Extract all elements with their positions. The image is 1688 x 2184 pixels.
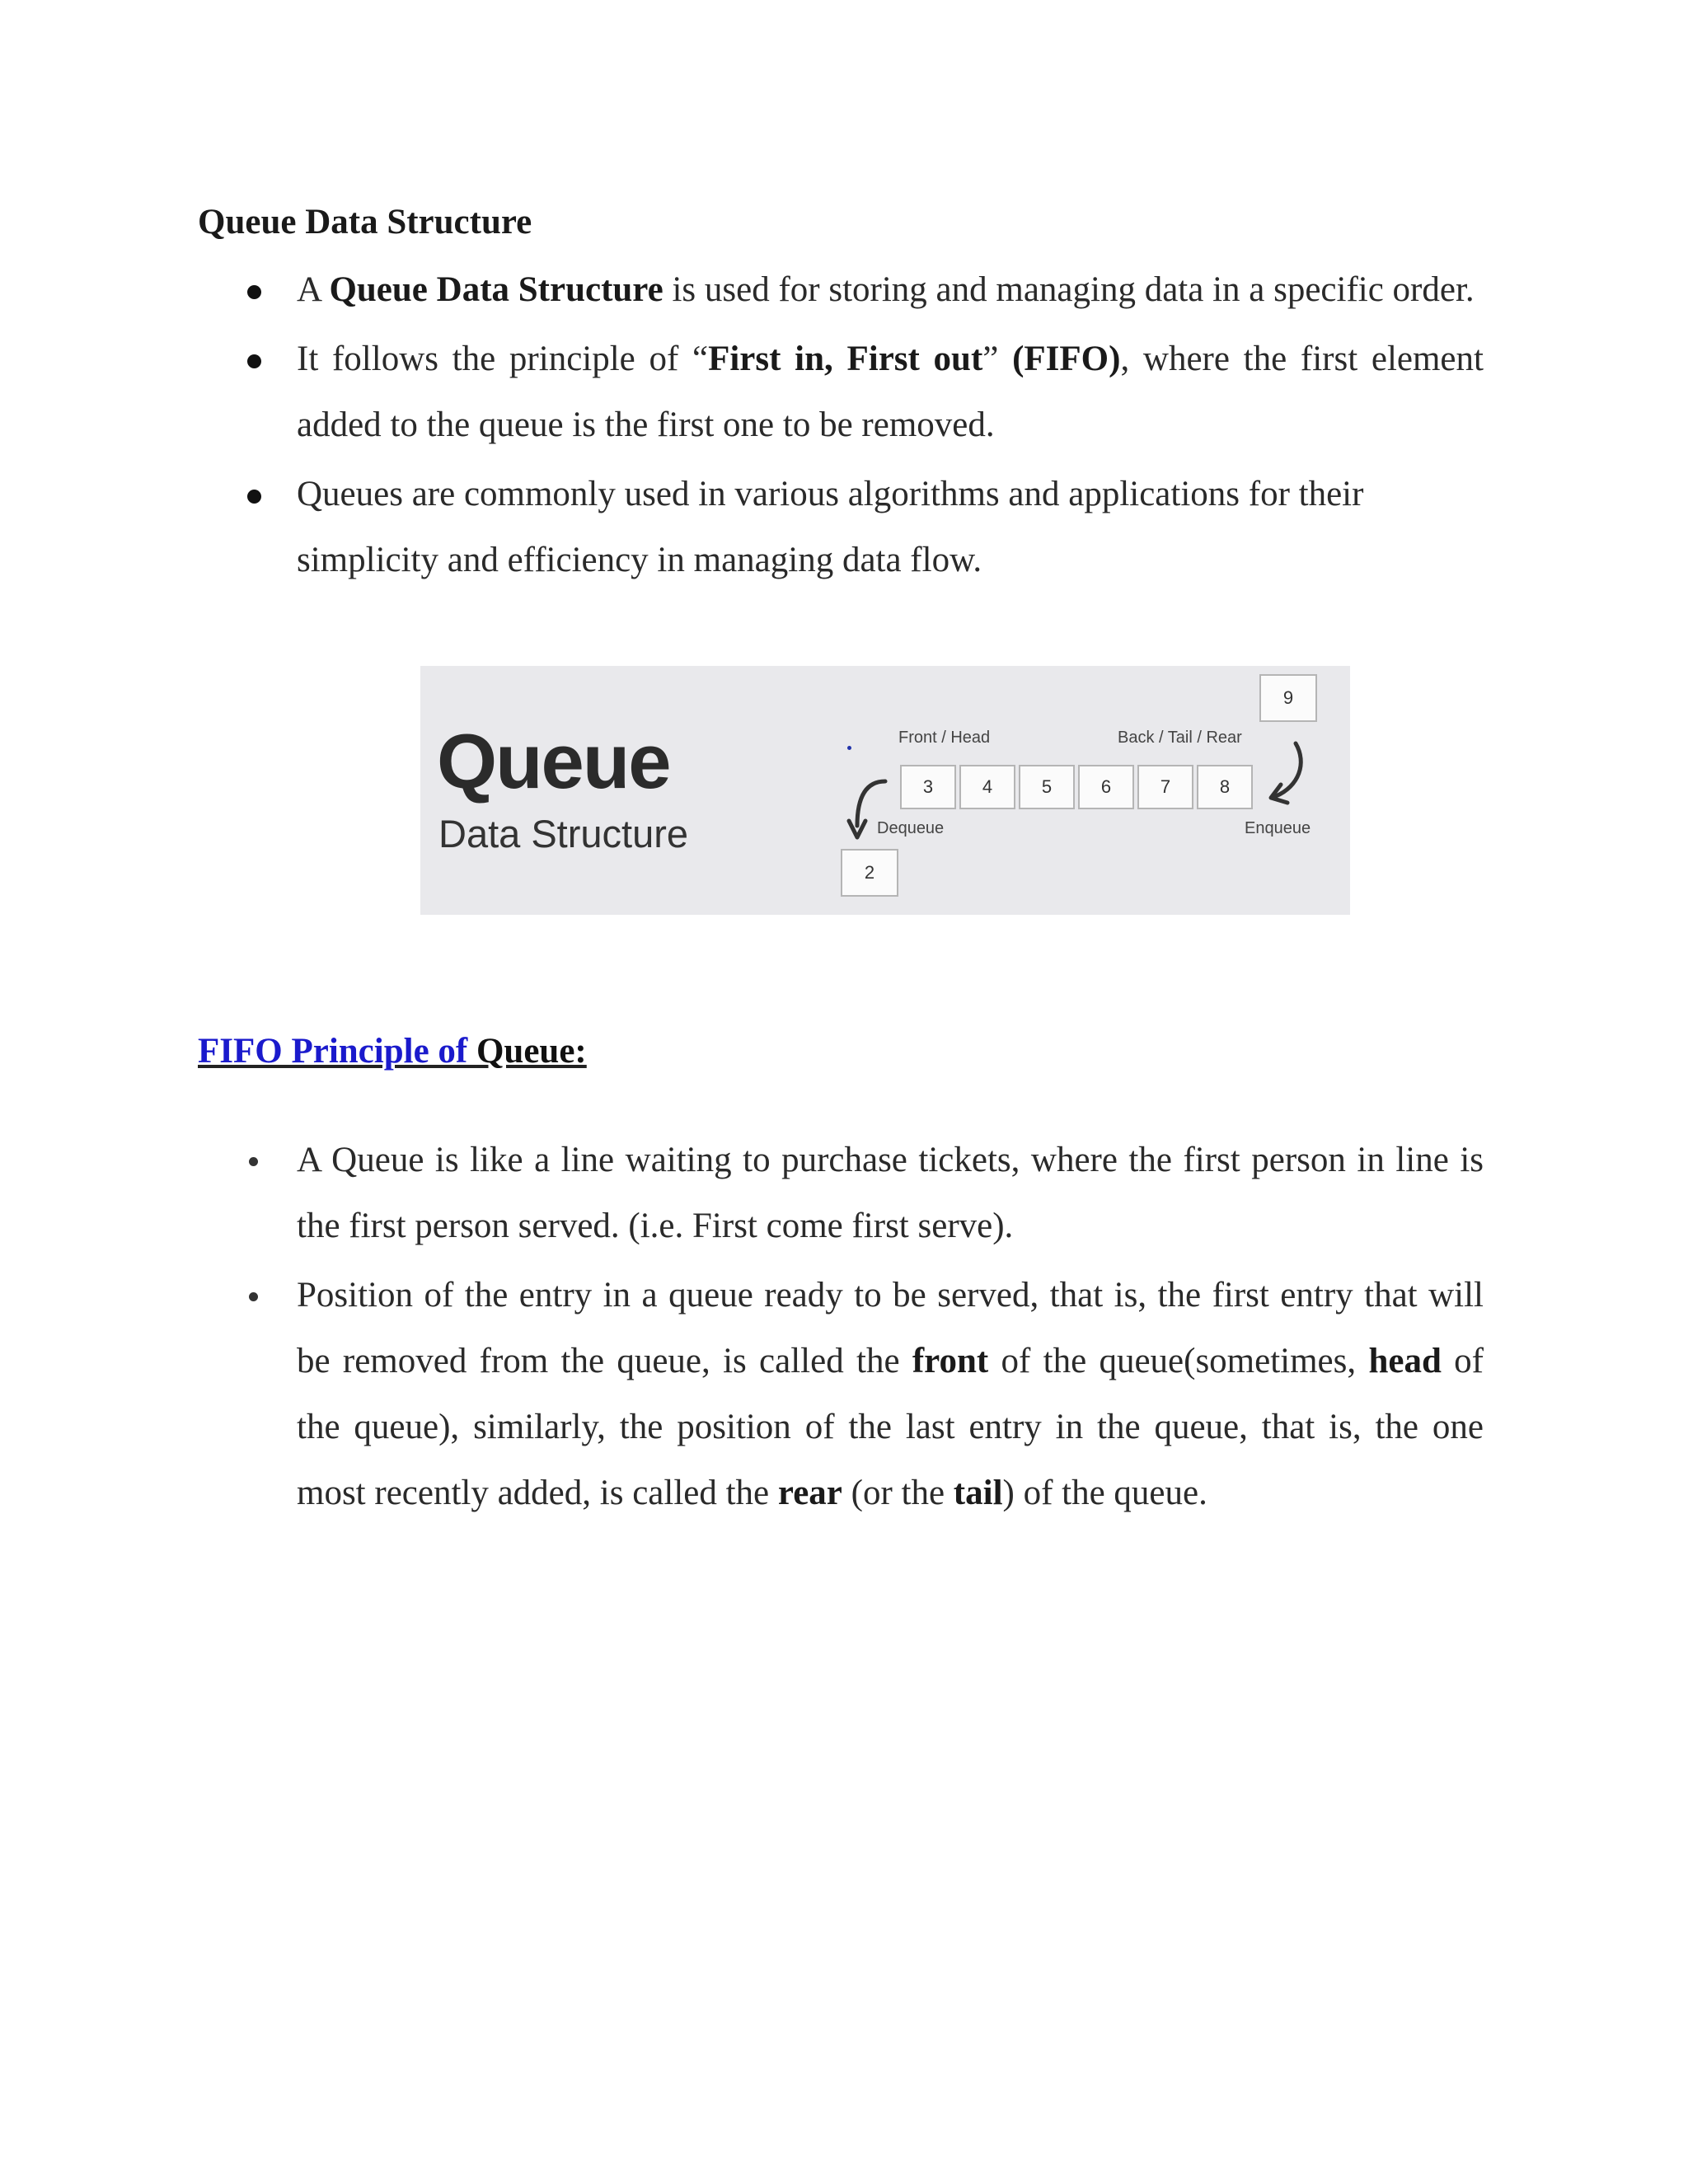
- bullet-icon: [249, 1292, 258, 1301]
- bullet-icon: [247, 354, 261, 368]
- queue-cell: 8: [1197, 765, 1253, 809]
- list-item-text: Queues are commonly used in various algorithms and applications for their simplicity and efficiency in managing data flow.: [297, 475, 1364, 579]
- queue-cell: 7: [1137, 765, 1193, 809]
- list-item: [0, 1127, 1484, 1259]
- diagram-subtitle: Data Structure: [438, 812, 689, 855]
- bullet-icon: [249, 1157, 258, 1166]
- queue-diagram: [420, 666, 1350, 915]
- bullet-icon: [247, 285, 261, 299]
- queue-cell: 3: [900, 765, 956, 809]
- bullet-icon: [247, 490, 261, 504]
- list-item-text: A Queue Data Structure is used for storing and managing data in a specific order.: [297, 270, 1475, 309]
- diagram-title: Queue: [437, 718, 670, 804]
- list-item-text: A Queue is like a line waiting to purchase tickets, where the first person in line is the first person served. (i.e. First come first serve).: [297, 1141, 1484, 1245]
- enqueue-arrow-icon: [1263, 738, 1320, 813]
- queue-cell: 4: [959, 765, 1015, 809]
- list-item: [0, 257, 1484, 323]
- marker-dot: [847, 746, 851, 750]
- enqueue-label: Enqueue: [1245, 819, 1311, 837]
- queue-cell: 5: [1019, 765, 1075, 809]
- queue-cell: 6: [1078, 765, 1134, 809]
- section-heading-fifo: FIFO Principle of Queue:: [198, 1032, 587, 1071]
- back-label: Back / Tail / Rear: [1118, 729, 1242, 747]
- page-title: Queue Data Structure: [198, 203, 532, 241]
- dequeued-item: 2: [841, 849, 898, 897]
- front-label: Front / Head: [898, 729, 991, 747]
- list-item-text: Position of the entry in a queue ready to be served, that is, the first entry that will be removed from the queue, is called the front of the queue(sometimes, head of the queue), similarly, the position of the last entry in the queue, that is, the one most recently added, is called the rear (or the tail) of the queue.: [297, 1276, 1484, 1512]
- list-item: [0, 462, 1484, 593]
- list-item: [0, 326, 1484, 458]
- enqueued-item: 9: [1259, 674, 1317, 722]
- dequeue-label: Dequeue: [877, 819, 945, 837]
- list-item-text: It follows the principle of “First in, First out” (FIFO), where the first element added to the queue is the first one to be removed.: [297, 340, 1484, 444]
- fifo-principle-link[interactable]: FIFO Principle of: [198, 1032, 476, 1071]
- list-item: [0, 1263, 1484, 1526]
- fifo-principle-list: [0, 1127, 1484, 1530]
- queue-intro-list: [0, 257, 1484, 597]
